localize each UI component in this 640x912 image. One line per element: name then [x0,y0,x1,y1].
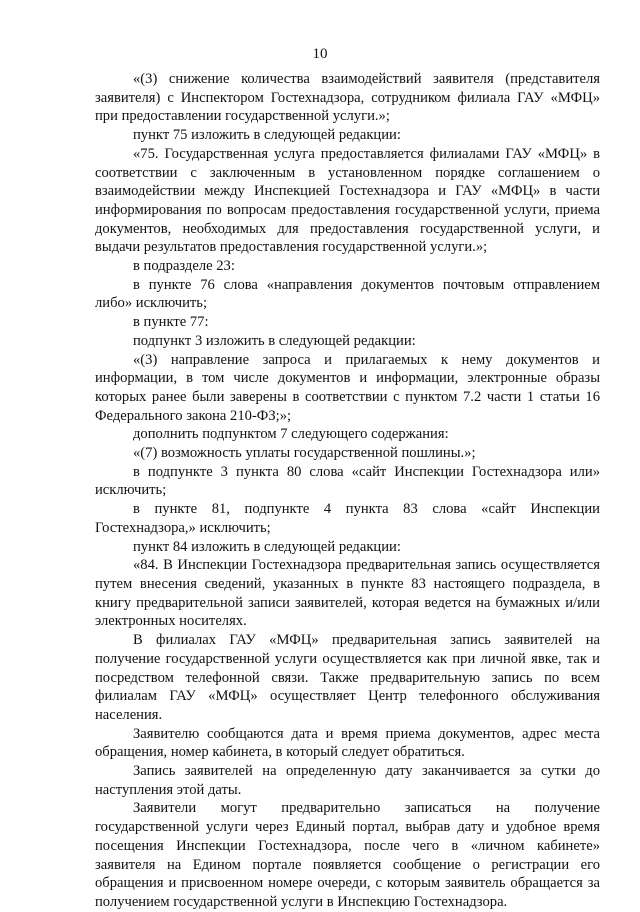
paragraph: в пункте 76 слова «направления документов почтовым отправлением либо» исключить; [95,276,600,312]
paragraph: в подразделе 23: [133,258,235,275]
paragraph: Заявители могут предварительно записаться на получение государственной услуги через Единый портал, выбрав дату и удобное время посещения Инспекции Гостехнадзора, после чего в «личном кабинете» заявителя на Едином портале появляется сообщение о регистрации его обращения и присвоенном номере очереди, с которым заявитель обращается за получением государственной услуги в Инспекцию Гостехнадзора. [95,800,600,910]
paragraph: в подпункте 3 пункта 80 слова «сайт Инспекции Гостехнадзора или» исключить; [95,463,600,499]
paragraph: пункт 75 изложить в следующей редакции: [133,127,401,144]
paragraph: «84. В Инспекции Гостехнадзора предварительная запись осуществляется путем внесения сведений, указанных в пункте 83 настоящего подраздела, в книгу предварительной записи заявителей, которая ведется на бумажных и/или электронных носителях. [95,557,600,630]
paragraph: Запись заявителей на определенную дату заканчивается за сутки до наступления этой даты. [95,763,600,798]
paragraph: В филиалах ГАУ «МФЦ» предварительная запись заявителей на получение государственной услуги осуществляется как при личной явке, так и посредством телефонной связи. Также предварительную запись по всем филиалам ГАУ «МФЦ» осуществляет Центр телефонного обслуживания населения. [95,632,600,723]
paragraph: дополнить подпунктом 7 следующего содержания: [133,426,449,443]
paragraph: пункт 84 изложить в следующей редакции: [133,538,401,555]
paragraph: «(3) снижение количества взаимодействий заявителя (представителя заявителя) с Инспектором Гостехнадзора, сотрудником филиала ГАУ «МФЦ» при предоставлении государственной услуги.»; [95,71,600,125]
paragraph: в пункте 77: [133,314,209,331]
paragraph: «(3) направление запроса и прилагаемых к нему документов и информации, в том числе документов и информации, электронные образы которых ранее были заверены в соответствии с пунктом 7.2 части 1 статьи 16 Федерального закона 210-ФЗ;»; [95,351,600,424]
paragraph: «75. Государственная услуга предоставляется филиалами ГАУ «МФЦ» в соответствии с заключенным в установленном порядке соглашением о взаимодействии между Инспекцией Гостехнадзора и ГАУ «МФЦ» в части информирования по вопросам предоставления государственной услуги, приема документов, необходимых для предоставления государственной услуги, и выдачи результатов предоставления государственной услуги.»; [95,145,600,256]
page-number: 10 [312,46,328,62]
paragraph: «(7) возможность уплаты государственной пошлины.»; [133,445,476,462]
paragraph: в пункте 81, подпункте 4 пункта 83 слова «сайт Инспекции Гостехнадзора,» исключить; [95,501,600,536]
paragraph: подпункт 3 изложить в следующей редакции: [133,332,416,349]
document-body [95,70,600,912]
paragraph: Заявителю сообщаются дата и время приема документов, адрес места обращения, номер кабинета, в который следует обратиться. [95,725,600,761]
